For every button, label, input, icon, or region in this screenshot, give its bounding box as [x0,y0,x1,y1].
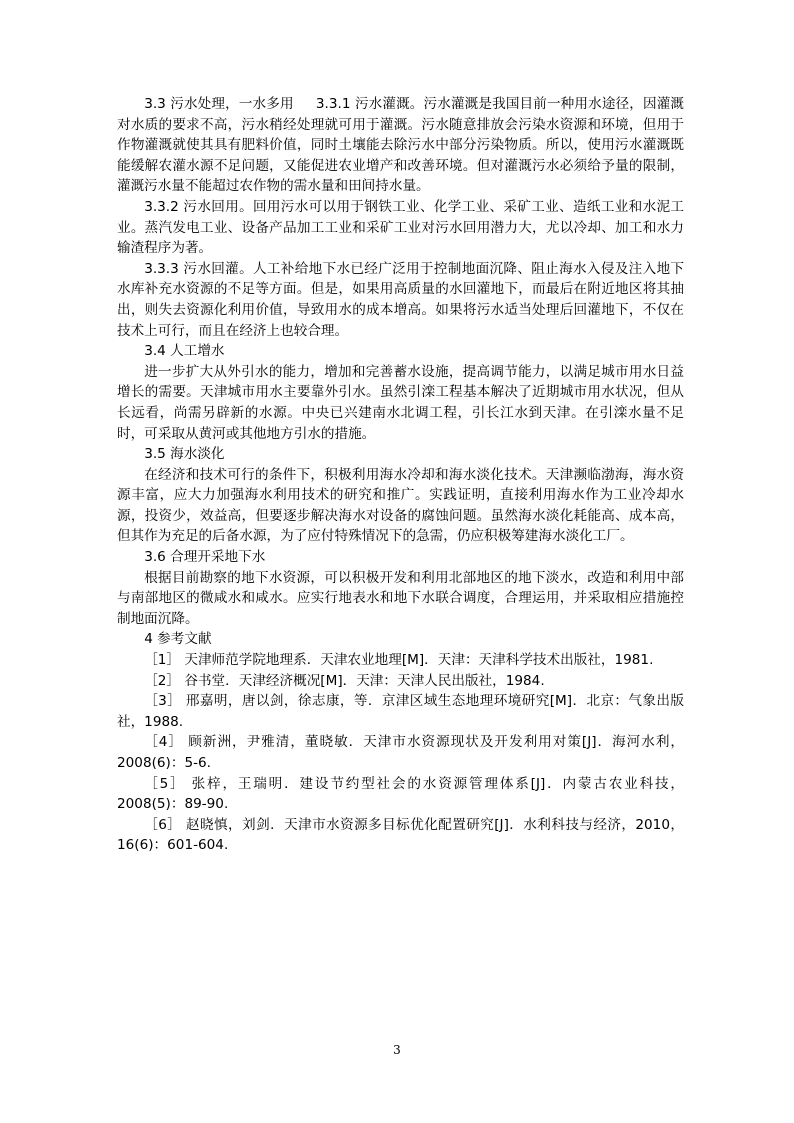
reference-item-1: ［1］ 天津师范学院地理系．天津农业地理[M]．天津：天津科学技术出版社，1981. [144,652,654,669]
heading-3-6: 3.6 合理开采地下水 [144,549,266,566]
paragraph-3-3-1-sewage-irrigation: 3.3 污水处理，一水多用 3.3.1 污水灌溉。污水灌溉是我国目前一种用水途径，因灌溉对水质的要求不高，污水稍经处理就可用于灌溉。污水随意排放会污染水资源和环境，但用于作物灌溉就使其具有肥料价值，同时土壤能去除污水中部分污染物质。所以，使用污水灌溉既能缓解农灌水源不足问题，又能促进农业增产和改善环境。但对灌溉污水必须给予量的限制，灌溉污水量不能超过农作物的需水量和田间持水量。 [117,96,684,195]
page-number: 3 [393,1043,401,1057]
paragraph-3-4-artificial-water: 进一步扩大从外引水的能力，增加和完善蓄水设施，提高调节能力，以满足城市用水日益增长的需要。天津城市用水主要靠外引水。虽然引滦工程基本解决了近期城市用水状况，但从长远看，尚需另辟新的水源。中央已兴建南水北调工程，引长江水到天津。在引滦水量不足时，可采取从黄河或其他地方引水的措施。 [117,363,684,442]
paragraph-3-3-2-sewage-reuse: 3.3.2 污水回用。回用污水可以用于钢铁工业、化学工业、采矿工业、造纸工业和水泥工业。蒸汽发电工业、设备产品加工工业和采矿工业对污水回用潜力大，尤以冷却、加工和水力输渣程序为著。 [117,198,684,257]
heading-3-4: 3.4 人工增水 [144,343,225,360]
heading-4-references: 4 参考文献 [144,631,212,648]
heading-3-5: 3.5 海水淡化 [144,446,225,463]
document-body [117,94,684,856]
reference-item-6: ［6］ 赵晓慎，刘剑．天津市水资源多目标优化配置研究[J]．水利科技与经济，2010，16(6)：601-604. [117,816,684,854]
reference-item-2: ［2］ 谷书堂．天津经济概况[M]．天津：天津人民出版社，1984. [144,672,545,689]
paragraph-3-6-groundwater: 根据目前勘察的地下水资源，可以积极开发和利用北部地区的地下淡水，改造和利用中部与南部地区的微咸水和咸水。应实行地表水和地下水联合调度，合理运用，并采取相应措施控制地面沉降。 [117,569,684,627]
reference-item-3: ［3］ 邢嘉明，唐以剑，徐志康，等．京津区域生态地理环境研究[M]．北京：气象出版社，1988. [117,693,684,730]
reference-item-5: ［5］ 张梓，王瑞明．建设节约型社会的水资源管理体系[J]．内蒙古农业科技，2008(5)：89-90. [117,775,684,813]
paragraph-3-5-desalination: 在经济和技术可行的条件下，积极利用海水冷却和海水淡化技术。天津濒临渤海，海水资源丰富，应大力加强海水利用技术的研究和推广。实践证明，直接利用海水作为工业冷却水源，投资少，效益高，但要逐步解决海水对设备的腐蚀问题。虽然海水淡化耗能高、成本高，但其作为充足的后备水源，为了应付特殊情况下的急需，仍应积极筹建海水淡化工厂。 [117,466,684,545]
reference-item-4: ［4］ 顾新洲，尹雅清，董晓敏．天津市水资源现状及开发利用对策[J]．海河水利，2008(6)：5-6. [117,734,684,771]
paragraph-3-3-3-sewage-recharge: 3.3.3 污水回灌。人工补给地下水已经广泛用于控制地面沉降、阻止海水入侵及注入地下水库补充水资源的不足等方面。但是，如果用高质量的水回灌地下，而最后在附近地区将其抽出，则失去资源化利用价值，导致用水的成本增高。如果将污水适当处理后回灌地下，不仅在技术上可行，而且在经济上也较合理。 [117,260,684,339]
